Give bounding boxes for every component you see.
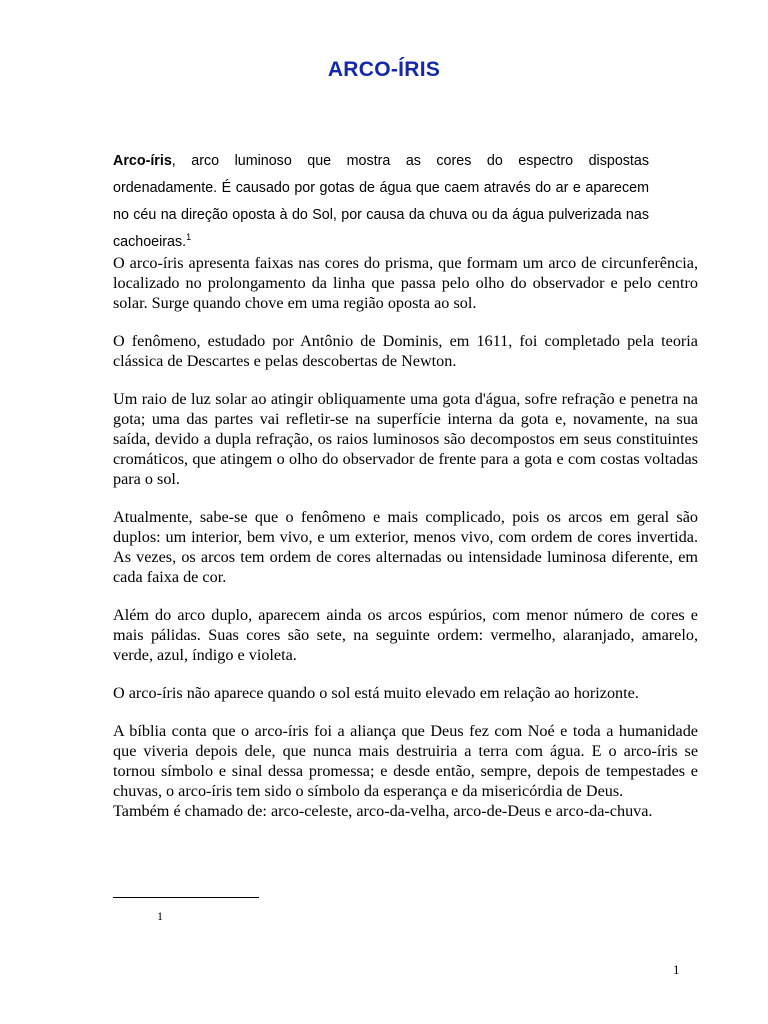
page-number: 1 [673,962,680,977]
paragraph-refraction: Um raio de luz solar ao atingir obliquamente uma gota d'água, sofre refração e penetra na gota; uma das partes vai refletir-se na superfície interna da gota e, novamente, na sua saída, devido a dupla refração, os raios luminosos são decompostos em seus constituintes cromáticos, que atingem o olho do observador de frente para a gota e com costas voltadas para o sol. [113,390,698,488]
paragraph-double-arcs: Atualmente, sabe-se que o fenômeno e mais complicado, pois os arcos em geral são duplos: um interior, bem vivo, e um exterior, menos vivo, com ordem de cores invertida. As vezes, os arcos tem ordem de cores alternadas ou intensidade luminosa diferente, em cada faixa de cor. [113,508,698,586]
page-title: ARCO-ÍRIS [327,58,441,81]
paragraph-history: O fenômeno, estudado por Antônio de Dominis, em 1611, foi completado pela teoria clássica de Descartes e pelas descobertas de Newton. [113,332,698,370]
intro-term: Arco-íris [113,153,172,169]
paragraph-horizon: O arco-íris não aparece quando o sol está muito elevado em relação ao horizonte. [113,684,639,702]
intro-text: , arco luminoso que mostra as cores do espectro dispostas ordenadamente. É causado por gotas de água que caem através do ar e aparecem no céu na direção oposta à do Sol, por causa da chuva ou da água pulverizada nas cachoeiras. [113,153,649,250]
body-text [113,253,698,821]
paragraph-colors: Além do arco duplo, aparecem ainda os arcos espúrios, com menor número de cores e mais pálidas. Suas cores são sete, na seguinte ordem: vermelho, alaranjado, amarelo, verde, azul, índigo e violeta. [113,606,698,664]
footnote-reference[interactable]: 1 [186,232,192,243]
footnote-number: 1 [157,909,163,923]
paragraph-other-names: Também é chamado de: arco-celeste, arco-da-velha, arco-de-Deus e arco-da-chuva. [113,802,653,820]
paragraph-definition: O arco-íris apresenta faixas nas cores do prisma, que formam um arco de circunferência, localizado no prolongamento da linha que passa pelo olho do observador e pelo centro solar. Surge quando chove em uma região oposta ao sol. [113,254,698,312]
footnote-divider [113,897,259,898]
paragraph-bible: A bíblia conta que o arco-íris foi a aliança que Deus fez com Noé e toda a humanidade que viveria depois dele, que nunca mais destruiria a terra com água. E o arco-íris se tornou símbolo e sinal dessa promessa; e desde então, sempre, depois de tempestades e chuvas, o arco-íris tem sido o símbolo da esperança e da misericórdia de Deus. [113,722,698,800]
intro-paragraph [113,148,649,256]
